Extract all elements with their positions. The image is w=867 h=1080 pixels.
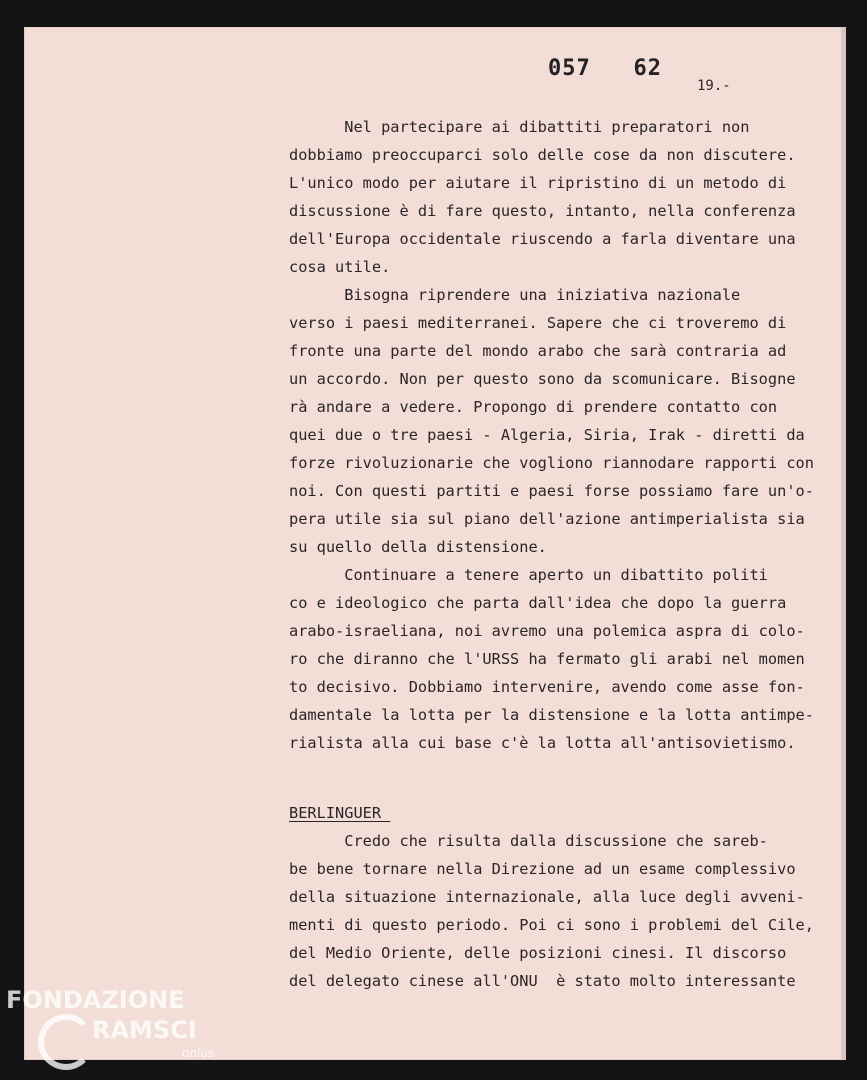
text-line: to decisivo. Dobbiamo intervenire, avendo come asse fon- [289,678,805,696]
text-line: forze rivoluzionarie che vogliono riannodare rapporti con [289,454,814,472]
text-line: ro che diranno che l'URSS ha fermato gli arabi nel momen [289,650,805,668]
page-edge [842,27,846,1060]
text-line: dell'Europa occidentale riuscendo a farla diventare una [289,230,796,248]
text-line: del delegato cinese all'ONU è stato molto interessante [289,972,796,990]
text-line: Nel partecipare ai dibattiti preparatori non [289,118,750,136]
watermark-line-fondazione: FONDAZIONE [6,986,185,1014]
text-line: arabo-israeliana, noi avremo una polemica aspra di colo- [289,622,805,640]
text-line: cosa utile. [289,258,391,276]
text-line: Continuare a tenere aperto un dibattito politi [289,566,768,584]
text-line: rialista alla cui base c'è la lotta all'antisovietismo. [289,734,796,752]
text-line: Bisogna riprendere una iniziativa nazionale [289,286,741,304]
text-line: L'unico modo per aiutare il ripristino di un metodo di [289,174,787,192]
text-line: noi. Con questi partiti e paesi forse possiamo fare un'o- [289,482,814,500]
text-line: Credo che risulta dalla discussione che sareb- [289,832,768,850]
text-line: su quello della distensione. [289,538,547,556]
speaker-heading: BERLINGUER [289,804,391,822]
watermark-line-gramsci: RAMSCI [92,1016,197,1044]
text-line: della situazione internazionale, alla luce degli avveni- [289,888,805,906]
text-line: quei due o tre paesi - Algeria, Siria, Irak - diretti da [289,426,805,444]
section-gap [289,757,839,799]
text-line: fronte una parte del mondo arabo che sarà contraria ad [289,342,787,360]
text-line: co e ideologico che parta dall'idea che dopo la guerra [289,594,787,612]
text-line: un accordo. Non per questo sono da scomunicare. Bisogne [289,370,796,388]
text-line: menti di questo periodo. Poi ci sono i problemi del Cile, [289,916,814,934]
watermark-line-onlus: onlus [182,1046,215,1060]
page-number: 19.- [697,78,731,94]
fondazione-gramsci-watermark [6,986,216,1076]
text-line: pera utile sia sul piano dell'azione antimperialista sia [289,510,805,528]
text-line: damentale la lotta per la distensione e la lotta antimpe- [289,706,814,724]
text-line: del Medio Oriente, delle posizioni cinesi. Il discorso [289,944,787,962]
text-line: dobbiamo preoccuparci solo delle cose da non discutere. [289,146,796,164]
typed-text [289,113,839,995]
text-line: discussione è di fare questo, intanto, nella conferenza [289,202,796,220]
watermark-g-logo-icon [38,1014,94,1070]
archive-code: 057 62 [548,56,662,81]
text-line: verso i paesi mediterranei. Sapere che ci troveremo di [289,314,787,332]
text-line: be bene tornare nella Direzione ad un esame complessivo [289,860,796,878]
text-line: rà andare a vedere. Propongo di prendere contatto con [289,398,778,416]
